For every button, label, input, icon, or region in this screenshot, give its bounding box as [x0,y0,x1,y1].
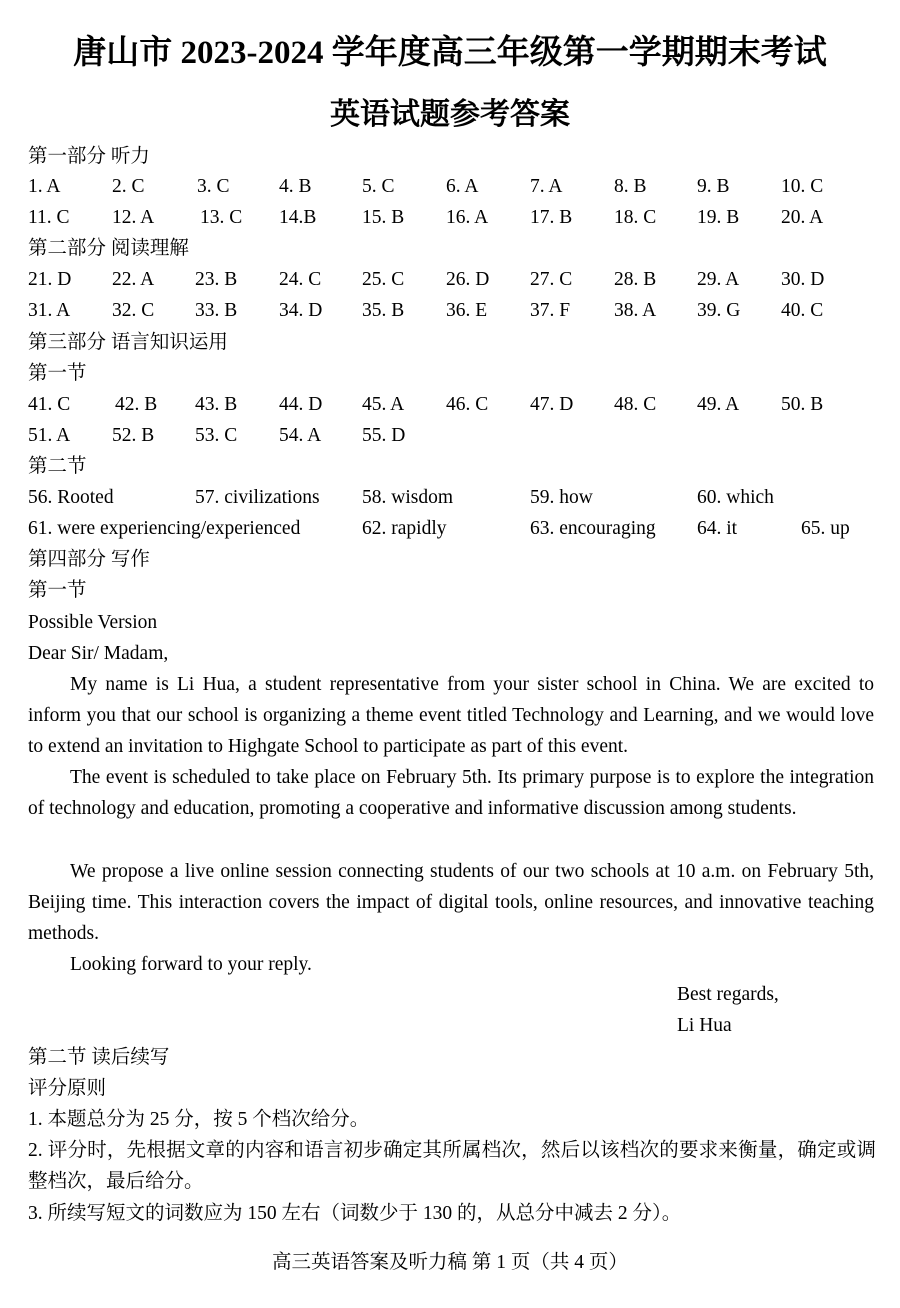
fill-answer-item: 58. wisdom [362,487,454,508]
version-label: Possible Version [28,612,158,633]
answer-item: 25. C [362,269,405,290]
part4-heading: 第四部分 写作 [28,549,150,570]
answer-item: 37. F [530,300,571,321]
answer-item: 9. B [697,176,730,197]
answer-item: 5. C [362,176,395,197]
section-heading: 第一节 [28,363,87,384]
answer-item: 18. C [614,207,657,228]
fill-answer-item: 60. which [697,487,774,508]
answer-item: 55. D [362,425,406,446]
answer-item: 26. D [446,269,490,290]
part1-heading: 第一部分 听力 [28,146,150,167]
answer-item: 39. G [697,300,741,321]
part2-heading: 第二部分 阅读理解 [28,238,189,259]
fill-answer-item: 64. it [697,518,738,539]
criteria-item: 1. 本题总分为 25 分，按 5 个档次给分。 [28,1109,370,1130]
criteria-item: 2. 评分时，先根据文章的内容和语言初步确定其所属档次，然后以该档次的要求来衡量，确定或调整档次，最后给分。 [28,1140,876,1193]
answer-item: 45. A [362,394,405,415]
answer-item: 11. C [28,207,70,228]
answer-item: 53. C [195,425,238,446]
answer-item: 54. A [279,425,322,446]
fill-answer-item: 59. how [530,487,593,508]
answer-item: 10. C [781,176,824,197]
answer-item: 33. B [195,300,238,321]
fill-answer-item: 65. up [801,518,850,539]
answer-item: 21. D [28,269,72,290]
fill-answer-item: 62. rapidly [362,518,447,539]
answer-item: 23. B [195,269,238,290]
letter-signature: Li Hua [677,1015,732,1036]
criteria-item: 3. 所续写短文的词数应为 150 左右（词数少于 130 的，从总分中减去 2 分）。 [28,1203,682,1224]
page-footer: 高三英语答案及听力稿 第 1 页（共 4 页） [272,1252,628,1273]
answer-item: 29. A [697,269,740,290]
letter-closing: Best regards, [677,984,779,1005]
answer-item: 14.B [279,207,317,228]
answer-item: 15. B [362,207,405,228]
answer-item: 13. C [200,207,243,228]
answer-item: 1. A [28,176,61,197]
section-heading: 第二节 [28,456,87,477]
letter-paragraph: My name is Li Hua, a student representative from your sister school in China. We are excited to inform you that our school is organizing a theme event titled Technology and Learning, and we would love to extend an invitation to Highgate School to participate as part of this event. [28,674,874,758]
answer-item: 4. B [279,176,312,197]
answer-item: 42. B [115,394,158,415]
answer-item: 3. C [197,176,230,197]
criteria-heading: 评分原则 [28,1078,107,1099]
answer-item: 35. B [362,300,405,321]
page-title: 唐山市 2023-2024 学年度高三年级第一学期期末考试 [73,35,827,71]
answer-item: 17. B [530,207,573,228]
answer-item: 44. D [279,394,323,415]
answer-item: 40. C [781,300,824,321]
answer-item: 43. B [195,394,238,415]
fill-answer-item: 61. were experiencing/experienced [28,518,301,539]
fill-answer-item: 57. civilizations [195,487,320,508]
answer-item: 38. A [614,300,657,321]
answer-item: 19. B [697,207,740,228]
letter-salutation: Dear Sir/ Madam, [28,643,169,664]
letter-paragraph: We propose a live online session connecting students of our two schools at 10 a.m. on February 5th, Beijing time. This interaction covers the impact of digital tools, online resources, and innovative teaching methods. [28,861,874,945]
answer-item: 31. A [28,300,71,321]
answer-item: 41. C [28,394,71,415]
answer-item: 52. B [112,425,155,446]
answer-item: 16. A [446,207,489,228]
answer-item: 28. B [614,269,657,290]
answer-item: 27. C [530,269,573,290]
page-subtitle: 英语试题参考答案 [330,98,570,131]
letter-paragraph: The event is scheduled to take place on February 5th. Its primary purpose is to explore the integration of technology and education, promoting a cooperative and informative discussion among students. [28,767,874,820]
answer-item: 8. B [614,176,647,197]
answer-item: 49. A [697,394,740,415]
answer-item: 2. C [112,176,145,197]
answer-item: 46. C [446,394,489,415]
answer-item: 48. C [614,394,657,415]
answer-item: 34. D [279,300,323,321]
fill-answer-item: 63. encouraging [530,518,656,539]
answer-item: 7. A [530,176,563,197]
answer-item: 47. D [530,394,574,415]
section-heading: 第二节 读后续写 [28,1047,170,1068]
part3-heading: 第三部分 语言知识运用 [28,332,228,353]
answer-item: 12. A [112,207,155,228]
answer-item: 50. B [781,394,824,415]
answer-item: 20. A [781,207,824,228]
answer-item: 36. E [446,300,488,321]
answer-item: 32. C [112,300,155,321]
fill-answer-item: 56. Rooted [28,487,114,508]
answer-item: 22. A [112,269,155,290]
section-heading: 第一节 [28,580,87,601]
answer-item: 51. A [28,425,71,446]
answer-item: 6. A [446,176,479,197]
answer-item: 24. C [279,269,322,290]
answer-item: 30. D [781,269,825,290]
letter-paragraph: Looking forward to your reply. [70,954,312,975]
